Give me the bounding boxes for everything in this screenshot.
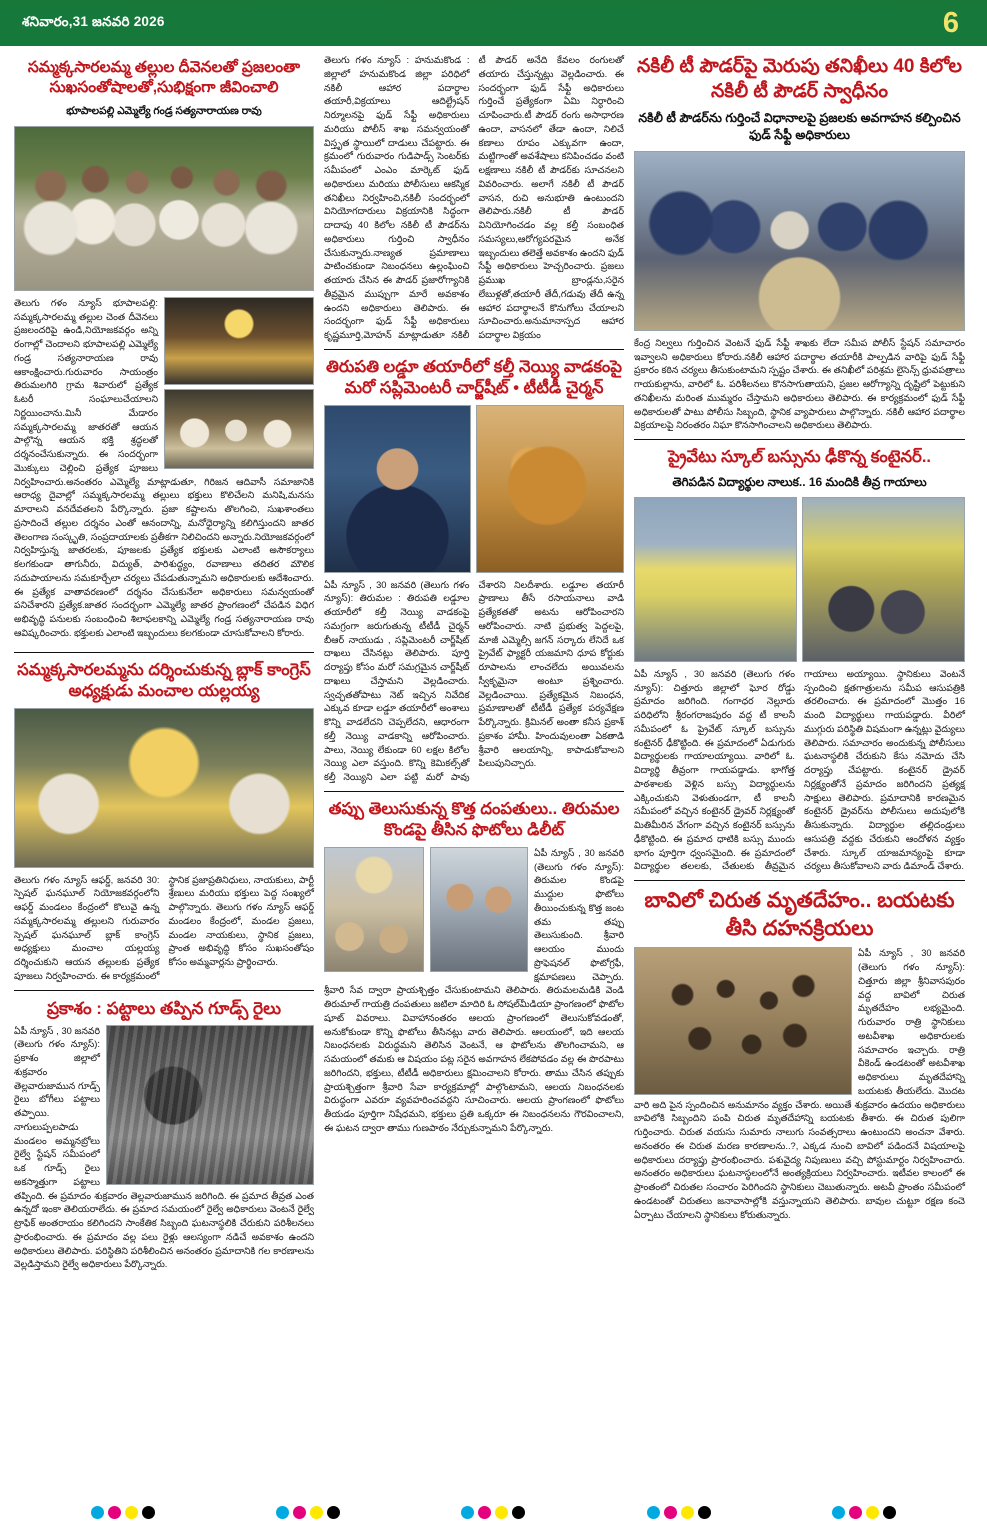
yellow-dot-icon	[125, 1506, 138, 1519]
column-container	[14, 54, 973, 1277]
mid-photo-row	[324, 405, 624, 573]
right-body-1: కేంద్ర నిల్వలు గుర్తించిన వెంటనే ఫుడ్ సేఫ్టీ శాఖకు లేదా సమీప పోలీస్ స్టేషన్ సమాచారం ఇవ్వాలని అధికారులు కోరారు.నకిలీ ఆహార పదార్థాల తయారీకి పాల్పడిన వారిపై ఫుడ్ సేఫ్టీ ప్రకారం కఠిన చర్యలు తీసుకుంటామని స్పష్టం చేశారు. ఈ తనిఖీలో పరిశ్రమ లైసెన్స్ ధ్రువపత్రాలు గాయకుల్లాను, వారిలో ఓ. పరిశీలనలు కొనసాగుతాయని, ప్రజల ఆరోగ్యాన్ని దృష్టిలో పెట్టుకుని తనిఖీలను మరింత ముమ్మరం చేస్తామని అధికారులు తెలిపారు. ఈ కార్యక్రమంలో ఫుడ్ సేఫ్టీ అధికారులతో పాటు పోలీసు సిబ్బంది, స్థానిక వ్యాపారులు పాల్గొన్నారు. నకిలీ ఆహార పదార్థాల విక్రయాలపై నిరంతరం నిఘా కొనసాగించాలని అధికారులు తెలిపారు.	[634, 337, 965, 431]
middle-column	[324, 54, 624, 1277]
bus-accident-photo-2	[802, 497, 965, 662]
left-photo-stack	[164, 297, 314, 469]
magenta-dot-icon	[849, 1506, 862, 1519]
divider	[634, 880, 965, 881]
divider	[14, 652, 314, 653]
masthead	[0, 0, 987, 46]
left-headline-2: సమ్మక్కసారలమ్మను దర్శించుకున్న బ్లాక్ కాంగ్రెస్ అధ్యక్షుడు మంచాల యల్లయ్య	[17, 660, 311, 701]
color-dot-set	[461, 1506, 525, 1519]
magenta-dot-icon	[478, 1506, 491, 1519]
yellow-dot-icon	[310, 1506, 323, 1519]
temple-deity-photo	[164, 297, 314, 385]
divider	[324, 349, 624, 350]
black-dot-icon	[883, 1506, 896, 1519]
left-body-1: తెలుగు గళం న్యూస్ భూపాలపల్లి: సమ్మక్కసారలమ్మ తల్లుల చెంత దీవెనలు ప్రజలందరిపై ఉండి,నియోజకవర్గం అన్ని రంగాల్లో చెందాలని భూపాలపల్లి ఎమ్మెల్యే గండ్ర సత్యనారాయణ రావు ఆకాంక్షించారు.గురువారం సాయంత్రం తిరుమలగిరి గ్రామ శివారులో ప్రత్యేక ఓటరీ సంఘాలుచేయాలని నిర్ణయించాను.మినీ మేడారం సమ్మక్కసారలమ్మ జాతరతో ఆయన పాల్గొన్న ఆయన భక్తి శ్రద్ధలతో దర్శనంచేసుకున్నారు. ఈ సందర్భంగా మెుక్కులు చెల్లించి ప్రత్యేక పూజలు నిర్వహించారు.అనంతరం ఎమ్మెల్యే మాట్లాడుతూ, గిరిజన ఆదివాసీ సమాజానికి ఆరాధ్య దైవాల్లో సమ్మక్కసారలమ్మ తల్లులు భక్తులు కొలిచేలని మనిషి,మనసు మారాలని వనదేవతలని పేర్కొన్నారు. ప్రజా కష్టాలను తొలగించి, సుఖశాంతలు ప్రసాదించే తల్లుల దర్శనం ఎంతో ఆనందాన్ని, మనోధైర్యాన్ని కలిగిస్తుందని జాతర తెలంగాణ సంస్కృతి, సంప్రదాయాలకు ప్రతీకగా నిలిచిందని అన్నారు.నియోజకవర్గంలో నిర్వహిస్తున్న జాతరలకు, పూజలకు ప్రత్యేక భక్తులకు ఎలాంటి అసౌకర్యాలు కలగకుండా తాగునీరు, విద్యుత్, పారిశుద్ధ్యం, రవాణాలు తదితర మౌలిక సదుపాయాలను సమకూర్చేలా చర్యలు చేపడుతున్నామని అధికారులకు ఆదేశించారు. ఈ ప్రత్యేక వాతావరణంలో దర్శనం చేసుకునేలా అధికారులు సమన్వయంతో పనిచేశారని ప్రత్యేక.జాతర సందర్భంగా ఎమ్మెల్యే జాతర ప్రాంగణంలో చేపడిన విధిగ అభివృద్ధి పనులకు సంబంధించి శిలాఫలకాన్ని ఎమ్మెల్యే గండ్ర సత్యనారాయణ రావు ఆవిష్కరించారు. భక్తులకు ఎలాంటి ఇబ్బందులు కలగకుండా చూసుకోవాలని కోరారు.	[14, 297, 314, 638]
newlywed-couple-photo	[430, 847, 528, 972]
mid-headline-2: తప్పు తెలుసుకున్న కొత్త దంపతులు.. తిరుమల కొండపై తీసిన ఫొటోలు డిలీట్	[328, 799, 620, 840]
bus-accident-photo-1	[634, 497, 797, 662]
congress-leader-chariot-photo	[14, 708, 314, 868]
divider	[14, 990, 314, 991]
color-registration-bar	[0, 1506, 987, 1519]
color-dot-set	[276, 1506, 340, 1519]
temple-entrance-photo	[324, 847, 424, 972]
color-dot-set	[647, 1506, 711, 1519]
page-content	[0, 46, 987, 1277]
yellow-dot-icon	[866, 1506, 879, 1519]
yellow-dot-icon	[495, 1506, 508, 1519]
derailed-train-photo	[106, 1025, 314, 1185]
left-column	[14, 54, 314, 1277]
mid-body-2: ఏపీ న్యూస్ , 30 జనవరి (తెలుగు గళం న్యూస్): తిరుమల కొండపై ముద్దుల ఫొటోలు తీయించుకున్న కొత్త జంట తమ తప్పు తెలుసుకుంది. శ్రీవారి ఆలయం ముందు ప్రొఫెషనల్ ఫొటోగ్రఫీ, క్షమాపణలు చెప్పారు. శ్రీవారి సేవ ద్వారా ప్రాయశ్చిత్తం చేసుకుంటామని తెలిపారు. తిరుమలమడికి వెండి తిరుమాల్ గాయత్రి దంపతులు జటిలా మాదిరి ఓ సోషల్‌మీడియా ప్రాంగణంలో ఫొటోల షూట్ వివరాలు. వివాహానంతరం ఆలయ ప్రాంగణంలో తెలుసుకోవడంతో, అనుకోకుండా కొన్ని ఫొటోలు తీసినట్లు వారు తెలిపారు. ఆలయంలో, ఇది ఆలయ నిబంధనలకు విరుద్ధమని తెలిసిన వెంటనే, ఆ ఫొటోలను తొలగించామని, ఆ సమయంలో తమకు ఆ విషయం పట్ల సరైన అవగాహన లేకపోవడం వల్ల ఈ పొరపాటు జరిగిందని, భక్తులు, టీటీడీ అధికారులు క్షమించాలని కోరారు. తాము చేసిన తప్పుకు ప్రాయశ్చిత్తంగా శ్రీవారి సేవా కార్యక్రమాల్లో పాల్గొంటామని, ఆలయ నిబంధనలకు విరుద్ధంగా ఎవరూ వ్యవహరించవద్దని సూచించారు. ఆలయ ప్రాంగణంలో ఫొటోలు తీయడం పూర్తిగా నిషేధమని, భక్తులు ప్రతి ఒక్కరూ ఈ నిబంధనలను గౌరవించాలని, ఈ ఘటన ద్వారా తాము గుణపాఠం నేర్చుకున్నామని పేర్కొన్నారు.	[324, 847, 624, 1133]
divider	[634, 439, 965, 440]
cyan-dot-icon	[461, 1506, 474, 1519]
color-dot-set	[91, 1506, 155, 1519]
black-dot-icon	[327, 1506, 340, 1519]
mid-top-body: తెలుగు గళం న్యూస్ : హనుమకొండ : జిల్లాలో హనుమకొండ జిల్లా పరిధిలో నకిలీ ఆహార పదార్థాల తయారీ,విక్రయాలు ఆదిల్ట్రేషన్ నిర్మూలనపై ఫుడ్ సేఫ్టీ అధికారులు మరియు పోలీస్ శాఖ సమన్వయంతో విస్తృత స్థాయిలో దాడులు చేపట్టారు. ఈ క్రమంలో గురువారం గుడిపాడ్స్ సెంటర్‌కు సమీపంలో ఎంఎం మార్కెట్ ఫుడ్ అధికారులు మరియు పోలీసులు ఆకస్మిక తనిఖీలు నిర్వహించి,నకిలీ సందర్భంలో వినియోగదారులు విక్రయానికి సిద్ధంగా దాదాపు 40 కిలోల నకిలీ టీ పౌడర్‌ను అధికారులు గుర్తించి స్వాధీనం చేసుకున్నారు.నాణ్యత ప్రమాణాలు పాటించకుండా నిబంధనలు ఉల్లంఘించి తయారు చేసిన ఈ పౌడర్ ప్రజారోగ్యానికి తీవ్రమైన ముప్పుగా మారే అవకాశం ఉందని అధికారులు తెలిపారు. ఈ సందర్భంగా ఫుడ్ సేఫ్టీ అధికారులు కృష్ణమూర్తి,మోహన్ మాట్లాడుతూ నకిలీ టీ పౌడర్ అనేది కేవలం రంగులతో తయారు చేస్తున్నట్లు వెల్లడించారు. ఈ సందర్భంగా ఫుడ్ సేఫ్టీ అధికారులు గుర్తించే ప్రత్యేకంగా ఏమి నిర్ధారించి చూపించారు.టీ పౌడర్ రంగు అసాధారణ ఉందా, వాసనలో తేడా ఉందా, నిలిచే కణాలు రూపం ఎక్కువగా ఉందా, మట్టిగాంతో అవశేషాలు కనిపించడం వంటి లక్షణాలు నకిలీ టీ పౌడర్‌కు సూచనలని వివరించారు. అలాగే నకిలీ టీ పౌడర్ వాసన, రుచి అనుభూతి ఉంటుందని తెలిపారు.నకిలీ టీ పౌడర్ వినియోగించడం వల్ల కల్తీ సంబంధిత సమస్యలు,ఆరోగ్యపరమైన అనేక ఇబ్బందులు తలెత్తే అవకాశం ఉందని ఫుడ్ సేఫ్టీ అధికారులు హెచ్చరించారు. ప్రజలు ప్రముఖ బ్రాండ్లను,సరైన లేబుళ్లతో,తయారీ తేదీ,గడువు తేదీ ఉన్న ఆహార పదార్థాలనే కొనుగోలు చేయాలని సూచించారు.అనుమానాస్పద ఆహార పదార్థాల విక్రయం	[324, 55, 624, 340]
right-body-2: ఏపీ న్యూస్ , 30 జనవరి (తెలుగు గళం న్యూస్): చిత్తూరు జిల్లాలో ఘోర రోడ్డు ప్రమాదం జరిగింది. గంగాధర నెల్లూరు పరిధిలోని శ్రీరంగరాజపురం వద్ద టీ కాలనీ సమీపంలో ఓ ప్రైవేట్ స్కూల్ బస్సును కంటైనర్ ఢీకొట్టింది. ఈ ప్రమాదంలో ఏడుగురు విద్యార్థులకు గాయాలయ్యాయి. వారిలో ఓ. విద్యార్థి తీవ్రంగా గాయపడ్డాడు. భాగోత్త పాఠశాలకు వెళ్లిన బస్సు విద్యార్థులను ఎక్కించుకుని వెళుతుండగా, టీ కాలనీ సమీపంలో వచ్చిన కంటైనర్ డ్రైవర్ నిర్లక్ష్యంతో మితిమీరిన వేగంగా వచ్చిన కంటైనర్ బస్సును ఢీకొట్టింది. ఈ ప్రమాద ధాటికి బస్సు ముందు భాగం పూర్తిగా ధ్వంసమైంది. ఈ ప్రమాదంలో విద్యార్థుల తలలకు, చేతులకు తీవ్రమైన గాయాలు అయ్యాయి. స్థానికులు వెంటనే స్పందించి క్షతగాత్రులను సమీప ఆసుపత్రికి తరలించారు. ఈ ప్రమాదంలో మొత్తం 16 మంది విద్యార్థులు గాయపడ్డారు. వీరిలో ముగ్గురు పరిస్థితి విషమంగా ఉన్నట్లు వైద్యులు తెలిపారు. సమాచారం అందుకున్న పోలీసులు ఘటనాస్థలికి చేరుకుని కేసు నమోదు చేసి దర్యాప్తు చేపట్టారు. కంటైనర్ డ్రైవర్ నిర్లక్ష్యంతోనే ప్రమాదం జరిగిందని ప్రత్యక్ష సాక్షులు తెలిపారు. ప్రమాదానికి కారణమైన కంటైనర్ డ్రైవర్‌ను పోలీసులు అదుపులోకి తీసుకున్నారు. విద్యార్థుల తల్లిదండ్రులు ఆసుపత్రి వద్దకు చేరుకుని ఆందోళన వ్యక్తం చేశారు. స్కూల్ యాజమాన్యంపై కూడా చర్యలు తీసుకోవాలని వారు డిమాండ్ చేశారు.	[634, 668, 965, 872]
right-body-3: ఏపీ న్యూస్ , 30 జనవరి (తెలుగు గళం న్యూస్): చిత్తూరు జిల్లా శ్రీనివాసపురం వద్ద బావిలో చిరుత మృతదేహం లభ్యమైంది. గురువారం రాత్రి స్థానికులు అటవీశాఖ అధికారులకు సమాచారం ఇచ్చారు. రాత్రి వీకెండ్ ఉండటంతో అటవీశాఖ అధికారులు మృతదేహాన్ని బయటకు తీయలేదు. మెుదట వారి అది పైన స్పందించిన అనుమానం వ్యక్తం చేశారు. అయితే శుక్రవారం ఉదయం అధికారులు బావిలోకి సిబ్బందిని పంపి చిరుత మృతదేహాన్ని బయటకు తీశారు. ఈ చిరుత పులిగా గుర్తించారు. చిరుత వయసు సుమారు నాలుగు సంవత్సరాలు ఉంటుందని అంచనా వేశారు. అనంతరం ఈ చిరుత మరణ కారణాలను..?, ఎక్కడ నుంచి బావిలో పడిందనే విషయాలపై అధికారులు దర్యాప్తు ప్రారంభించారు. పశువైద్య నిపుణులు వచ్చి పోస్టుమార్టం నిర్వహించారు. అనంతరం అధికారులు ఘటనాస్థలంలోనే అంత్యక్రియలు నిర్వహించారు. ఇటీవల కాలంలో ఈ ప్రాంతంలో చిరుతల సంచారం పెరిగిందని స్థానికులు చెబుతున్నారు. అటవీ ప్రాంతం సమీపంలో ఉండటంతో చిరుతలు జనావాసాల్లోకి వస్తున్నాయని తెలిపారు. బావుల చుట్టూ రక్షణ కంచె ఏర్పాటు చేయాలని స్థానికులు కోరుతున్నారు.	[634, 948, 965, 1220]
cyan-dot-icon	[91, 1506, 104, 1519]
ttd-chairman-portrait-photo	[324, 405, 471, 573]
left-body-2: తెలుగు గళం న్యూస్ ఆఫర్డ్, జనవరి 30: స్పెషల్ ఘనఘూల్ నియోజకవర్గంలోని ఆఫర్డ్ మండలం కేంద్రంలో కొలువై ఉన్న సమ్మక్కసారలమ్మ తల్లులని గురువారం స్పెషల్ ఘనఘూల్ బ్లాక్ కాంగ్రెస్ అధ్యక్షులు మంచాల యల్లయ్య దర్శించుకుని ఆయన తల్లులకు ప్రత్యేక పూజలు నిర్వహించారు. ఈ కార్యక్రమంలో స్థానిక ప్రజాప్రతినిధులు, నాయకులు, పార్టీ శ్రేణులు మరియు భక్తులు పెద్ద సంఖ్యలో పాల్గొన్నారు. తెలుగు గళం న్యూస్ ఆఫర్డ్ మండలం కేంద్రంలో, మండల ప్రజలు, మండల నాయకులు, స్థానిక ప్రజలు, ప్రాంత అభివృద్ధి కోసం సుఖసంతోషం కోసం అమ్మవార్లను ప్రార్థించారు.	[14, 874, 314, 981]
page-number: 6	[942, 6, 959, 39]
right-column	[634, 54, 965, 1277]
cyan-dot-icon	[276, 1506, 289, 1519]
black-dot-icon	[698, 1506, 711, 1519]
right-subhead-2: తెగిపడిన విద్యార్థుల నాలుక.. 16 మందికి తీవ్ర గాయాలు	[672, 474, 927, 489]
lead-headline: నకిలీ టీ పౌడర్‌పై మెరుపు తనిఖీలు 40 కిలోల నకిలీ టీ పౌడర్ స్వాధీనం	[636, 56, 963, 103]
cyan-dot-icon	[832, 1506, 845, 1519]
black-dot-icon	[142, 1506, 155, 1519]
mid-body-1: ఏపీ న్యూస్ , 30 జనవరి (తెలుగు గళం న్యూస్): తిరుమల : తిరుపతి లడ్డూల తయారీలో కల్తీ నెయ్యి వాడకంపై సమగ్రంగా జరుగుతున్న టీటీడీ చైర్మన్ బీఆర్ నాయుడు , సప్లిమెంటరీ చార్జ్‌షీట్ దాఖలు చేసినట్లు తెలిపారు. పూర్తి దర్యాప్తు కోసం మరో సమగ్రమైన చార్జ్‌షీట్ దాఖలు చేస్తామని వెల్లడించారు. స్వచ్ఛతతోపాటు నెట్ ఇచ్చిన నివేదిక ఎక్కువ కూడా లడ్డూ తయారీలో అంశాలు కొన్ని వాడలేదని చెప్పలేదని, ఆధారంగా కల్తీ నెయ్యి వాడకాన్ని ఆరోపించారు. పాలు, నెయ్యి లేకుండా 60 లక్షల కిలోల నెయ్యి ఎలా వస్తుంది. కొన్ని కెమికల్స్‌తో కల్తీ నెయ్యిని ఎలా పట్టి మరో పావు చేశారని నిలదీశారు. లడ్డూల తయారీ ప్రాణాలు తీసే రసాయనాలు వాడి ప్రత్యేకతతో అటను ఆరోపించారని ఆరోపించారు. నాటి ప్రభుత్వ పెద్దలపై, మాజీ ఎమ్మెల్సీ జగన్ సర్కారు లేనిదే ఒక ప్రైవేట్ ఫ్యాక్టరీ యజమాని ధూప కోర్టుకు రూపాలను లాంచలేదు అయివలను స్వీకృమైనా అంటూ ప్రశ్నించారు. వెల్లడించాయి. ప్రత్యేకమైన నిబంధన, ప్రమాణాలతో టీటీడీ ప్రత్యేక పర్యవేక్షణ పేర్కొన్నారు. క్రిమినల్ అంతా కనీస ప్రకాశ్ ప్రకాశం హామీ. హిందువులంతా ఏకతాడి శ్రీవారి ఆలయాన్ని, కాపాడుకోవాలని పిలుపునిచ్చారు.	[324, 579, 624, 783]
laddu-closeup-photo	[476, 405, 624, 573]
publication-date: శనివారం,31 జనవరి 2026	[22, 13, 165, 29]
crowd-garland-photo	[14, 126, 314, 291]
leopard-carcass-photo	[634, 947, 852, 1095]
color-dot-set	[832, 1506, 896, 1519]
right-headline-3: బావిలో చిరుత మృతదేహం.. బయటకు తీసి దహనక్రియలు	[644, 889, 955, 940]
right-headline-2: ప్రైవేటు స్కూల్ బస్సును ఢీకొన్న కంటైనర్..	[667, 448, 932, 467]
accident-photo-row	[634, 497, 965, 662]
yellow-dot-icon	[681, 1506, 694, 1519]
mid-photo-stack	[324, 847, 424, 972]
magenta-dot-icon	[293, 1506, 306, 1519]
magenta-dot-icon	[108, 1506, 121, 1519]
cyan-dot-icon	[647, 1506, 660, 1519]
magenta-dot-icon	[664, 1506, 677, 1519]
black-dot-icon	[512, 1506, 525, 1519]
divider	[324, 791, 624, 792]
left-headline-1: సమ్మక్కసారలమ్మ తల్లుల దీవెనలతో ప్రజలంతా సుఖసంతోషాలతో,సుభిక్షంగా జీవించాలి	[27, 59, 301, 97]
left-headline-3: ప్రకాశం : పట్టాలు తప్పిన గూడ్స్ రైలు	[46, 998, 282, 1018]
left-body-3: ఏపీ న్యూస్ , 30 జనవరి (తెలుగు గళం న్యూస్): ప్రకాశం జిల్లాలో శుక్రవారం తెల్లవారుజామున గూడ్స్ రైలు బోగీలు పట్టాలు తప్పాయి. నాగులుప్పలపాడు మండలం అమ్మనబ్రోలు రైల్వే స్టేషన్ సమీపంలో ఒక గూడ్స్ రైలు అకస్మాత్తుగా పట్టాలు తప్పింది. ఈ ప్రమాదం శుక్రవారం తెల్లవారుజామున జరిగింది. ఈ ప్రమాద తీవ్రత ఎంత ఉన్నదో ఇంకా తెలియరాలేదు. ఈ ప్రమాద సమయంలో రైల్వే అధికారులు వెంటనే రైల్వే ట్రాఫిక్ అంతరాయం కలిగిందని సాంకేతిక సిబ్బంది ఘటనాస్థలికి చేరుకుని పరిశీలనలు ప్రారంభించారు. ఈ ప్రమాదం వల్ల పలు రైళ్లు ఆలస్యంగా నడిచే అవకాశం ఉందని అధికారులు తెలిపారు. పరిస్థితిని పరిశీలించిన అనంతరం ప్రమాదానికి గల కారణాలను వెల్లడిస్తామని రైల్వే అధికారులు పేర్కొన్నారు.	[14, 1025, 314, 1270]
police-seizure-photo	[634, 151, 965, 331]
mid-photo-couple-wrap	[430, 847, 528, 972]
mid-headline-1: తిరుపతి లడ్డూ తయారీలో కల్తీ నెయ్యి వాడకంపై మరో సప్లిమెంటరీ చార్జ్‌షీట్ • టీటీడీ చైర్మన్	[325, 357, 623, 398]
devotees-photo	[164, 389, 314, 469]
lead-subhead: నకిలీ టీ పౌడర్‌ను గుర్తించే విధానాలపై ప్రజలకు అవగాహన కల్పించిన ఫుడ్ సేఫ్టీ అధికారులు	[638, 111, 961, 143]
left-byline-1: భూపాలపల్లి ఎమ్మెల్యే గండ్ర సత్యనారాయణ రావు	[66, 104, 262, 117]
